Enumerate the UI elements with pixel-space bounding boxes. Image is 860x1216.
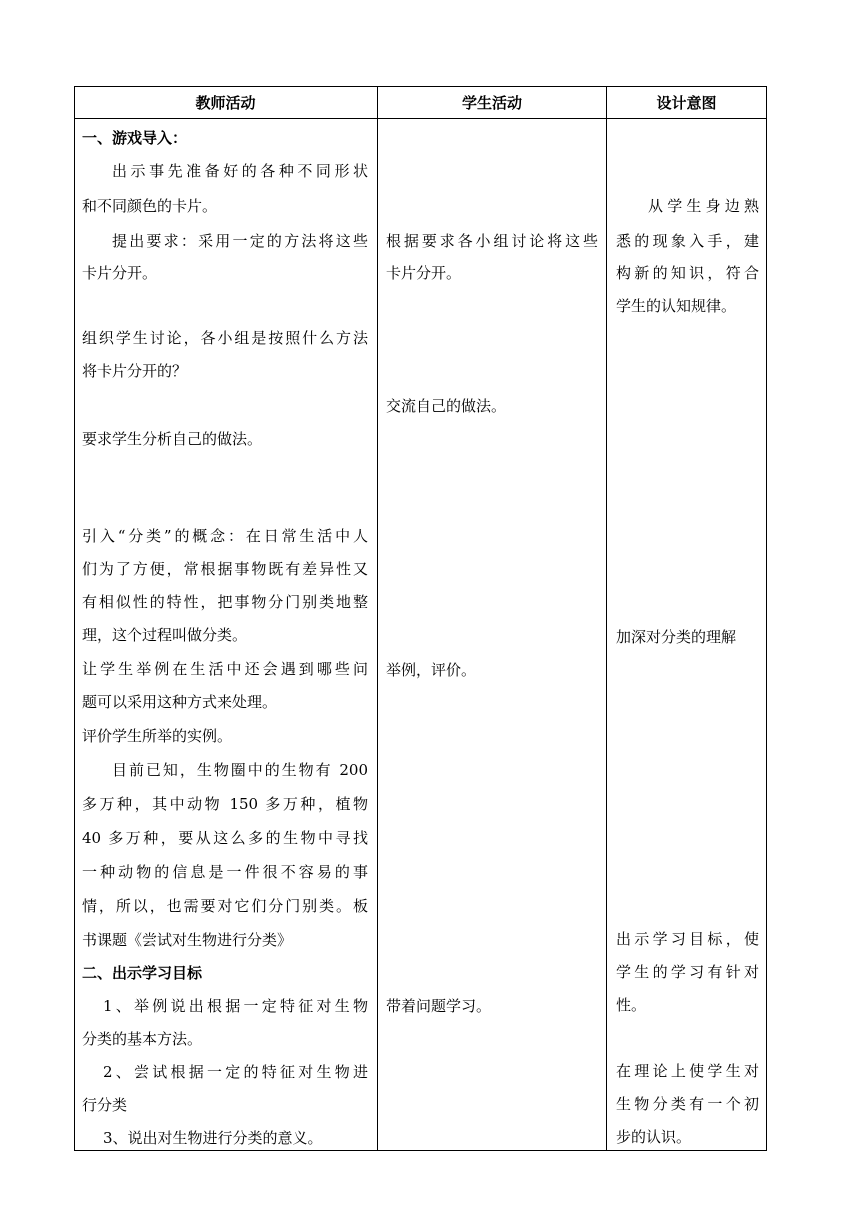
design-line: 性。 bbox=[616, 996, 647, 1014]
section-title-learning-objectives: 二、出示学习目标 bbox=[82, 964, 203, 982]
teacher-line: 和不同颜色的卡片。 bbox=[82, 197, 218, 215]
student-line: 举例，评价。 bbox=[386, 661, 477, 679]
header-student-activity: 学生活动 bbox=[461, 94, 522, 112]
teacher-line: 提出要求：采用一定的方法将这些 bbox=[112, 232, 368, 250]
teacher-line: 理，这个过程叫做分类。 bbox=[82, 626, 248, 644]
section-title-game-intro: 一、游戏导入： bbox=[82, 129, 188, 147]
student-line: 带着问题学习。 bbox=[386, 997, 492, 1015]
column-divider-2 bbox=[606, 86, 607, 1151]
design-line: 出示学习目标，使 bbox=[616, 930, 759, 948]
teacher-line: 评价学生所举的实例。 bbox=[82, 727, 233, 745]
objective-item: 1、举例说出根据一定特征对生物 bbox=[103, 997, 368, 1015]
teacher-line: 卡片分开。 bbox=[82, 264, 158, 282]
student-line: 卡片分开。 bbox=[386, 264, 462, 282]
teacher-line: 要求学生分析自己的做法。 bbox=[82, 430, 263, 448]
teacher-line: 多万种，其中动物 150 多万种，植物 bbox=[82, 795, 368, 813]
teacher-line: 40 多万种，要从这么多的生物中寻找 bbox=[82, 829, 368, 847]
design-line: 加深对分类的理解 bbox=[616, 628, 737, 646]
objective-item: 2、尝试根据一定的特征对生物进 bbox=[103, 1063, 368, 1081]
teacher-line: 引入“分类”的概念：在日常生活中人 bbox=[82, 527, 368, 545]
table-border-left bbox=[74, 86, 75, 1151]
column-divider-1 bbox=[377, 86, 378, 1151]
design-line: 在理论上使学生对 bbox=[616, 1062, 759, 1080]
objective-item: 3、说出对生物进行分类的意义。 bbox=[103, 1129, 323, 1147]
header-divider bbox=[74, 118, 767, 119]
teacher-line: 题可以采用这种方式来处理。 bbox=[82, 693, 278, 711]
header-teacher-activity: 教师活动 bbox=[195, 94, 256, 112]
teacher-line: 有相似性的特性，把事物分门别类地整 bbox=[82, 593, 368, 611]
teacher-line: 组织学生讨论，各小组是按照什么方法 bbox=[82, 329, 368, 347]
teacher-line: 出示事先准备好的各种不同形状 bbox=[112, 162, 368, 180]
teacher-line: 情，所以，也需要对它们分门别类。板 bbox=[82, 897, 368, 915]
teacher-line: 将卡片分开的？ bbox=[82, 362, 188, 380]
objective-item-continued: 分类的基本方法。 bbox=[82, 1030, 203, 1048]
teacher-line: 目前已知，生物圈中的生物有 200 bbox=[112, 761, 368, 779]
design-line: 悉的现象入手，建 bbox=[616, 232, 759, 250]
student-line: 交流自己的做法。 bbox=[386, 397, 507, 415]
teacher-line: 们为了方便，常根据事物既有差异性又 bbox=[82, 560, 368, 578]
design-line: 学生的学习有针对 bbox=[616, 963, 759, 981]
teacher-line: 一种动物的信息是一件很不容易的事 bbox=[82, 863, 368, 881]
table-border-bottom bbox=[74, 1150, 767, 1151]
header-design-intent: 设计意图 bbox=[656, 94, 717, 112]
design-line: 步的认识。 bbox=[616, 1128, 692, 1146]
design-line: 学生的认知规律。 bbox=[616, 297, 737, 315]
design-line: 生物分类有一个初 bbox=[616, 1095, 759, 1113]
objective-item-continued: 行分类 bbox=[82, 1096, 128, 1114]
teacher-line: 让学生举例在生活中还会遇到哪些问 bbox=[82, 660, 368, 678]
design-line: 从学生身边熟 bbox=[648, 197, 759, 215]
teacher-line: 书课题《尝试对生物进行分类》 bbox=[82, 931, 293, 949]
table-border-right bbox=[766, 86, 767, 1151]
design-line: 构新的知识，符合 bbox=[616, 264, 759, 282]
student-line: 根据要求各小组讨论将这些 bbox=[386, 232, 598, 250]
